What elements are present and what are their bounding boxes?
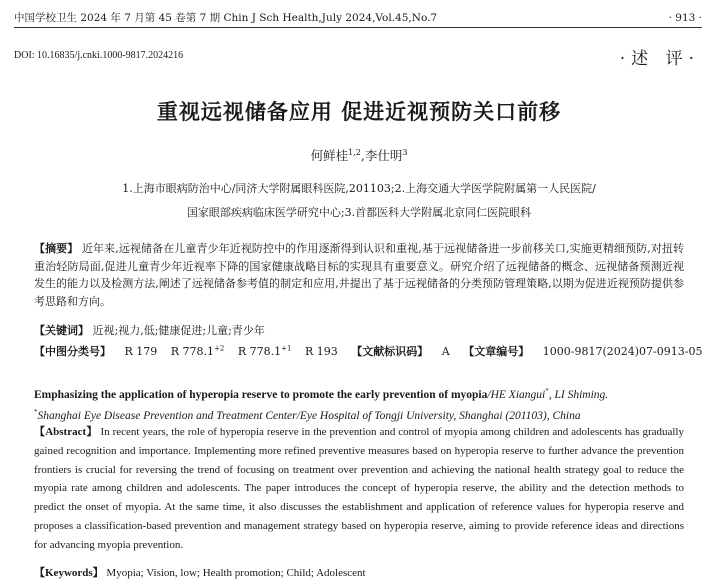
affiliation-line-1: 1.上海市眼病防治中心/同济大学附属眼科医院,201103;2.上海交通大学医学院附属第一人民医院/ bbox=[122, 182, 596, 195]
page-number: · 913 · bbox=[668, 12, 702, 24]
article-title: 重视远视储备应用 促进近视预防关口前移 bbox=[156, 100, 562, 124]
english-affil-marker: * bbox=[34, 407, 38, 416]
keywords-cn-label: 【关键词】 bbox=[34, 324, 89, 337]
journal-info: 中国学校卫生 2024 年 7 月第 45 卷第 7 期 Chin J Sch Health,July 2024,Vol.45,No.7 bbox=[14, 12, 438, 24]
classification-line bbox=[34, 343, 714, 359]
abstract-en bbox=[34, 423, 684, 555]
article-number: 1000-9817(2024)07-0913-05 bbox=[542, 345, 703, 358]
english-affiliation: Shanghai Eye Disease Prevention and Treatment Center/Eye Hospital of Tongji University, Shanghai (201103), China bbox=[37, 409, 581, 422]
doc-code-label: 【文献标识码】 bbox=[351, 345, 429, 358]
author-affil-marker: 1,2 bbox=[348, 147, 361, 157]
clc-code: R 778.1 bbox=[170, 345, 215, 358]
clc-code: R 179 bbox=[124, 345, 158, 358]
running-header bbox=[14, 9, 702, 28]
keywords-cn bbox=[34, 322, 265, 338]
english-author: , LI Shiming. bbox=[548, 388, 609, 401]
english-author-marker: * bbox=[545, 387, 549, 395]
abstract-en-text: In recent years, the role of hyperopia reserve in the prevention and control of myopia among children and adolescents has gradually gained recognition and importance. Implementing more refined preventive measures based on hyperopia reserve to further advance the prevention frontiers is crucial for reversing the trend of focusing on treatment over prevention and achieving the national health strategy goal to reduce the myopia rate among children and adolescents. The paper introduces the concept of hyperopia reserve, the ability and the detection methods to predict the onset of myopia. At the same time, it also discusses the establishment and application of reference values for hyperopia reserve and proposes a classification-based prevention and management strategy based on hyperopia reserve, aiming to provide reference ideas and directions for advancing myopia prevention. bbox=[34, 426, 684, 551]
affiliation-line-2: 国家眼部疾病临床医学研究中心;3.首都医科大学附属北京同仁医院眼科 bbox=[186, 206, 532, 219]
clc-code-sup: +2 bbox=[214, 344, 225, 353]
article-number-label: 【文章编号】 bbox=[463, 345, 530, 358]
doc-code: A bbox=[441, 345, 450, 358]
abstract-cn-text: 近年来,远视储备在儿童青少年近视防控中的作用逐渐得到认识和重视,基于远视储备进一步前移关口,实施更精细预防,对扭转重治轻防局面,促进儿童青少年近视率下降的国家健康战略目标的实现具有重要意义。研究介绍了远视储备的概念、远视储备预测近视发生的能力以及检测方法,阐述了远视储备参考值的制定和应用,并提出了基于远视储备的分类预防管理策略,以期为促进近视预防提供参考思路和方向。 bbox=[34, 242, 685, 308]
english-title-block bbox=[34, 383, 694, 425]
keywords-en-text: Myopia; Vision, low; Health promotion; Child; Adolescent bbox=[106, 567, 366, 579]
keywords-en bbox=[34, 564, 366, 580]
author-separator: , bbox=[360, 148, 365, 163]
english-title: Emphasizing the application of hyperopia reserve to promote the early prevention of myopia bbox=[34, 388, 488, 401]
author-list bbox=[0, 146, 718, 164]
abstract-cn bbox=[34, 240, 684, 310]
abstract-cn-label: 【摘要】 bbox=[34, 242, 79, 255]
clc-label: 【中图分类号】 bbox=[34, 345, 111, 358]
clc-code: R 778.1 bbox=[237, 345, 282, 358]
author-name: 何鲜桂 bbox=[310, 148, 349, 163]
doi[interactable]: DOI: 10.16835/j.cnki.1000-9817.2024216 bbox=[14, 50, 184, 61]
clc-code: R 193 bbox=[305, 345, 338, 358]
keywords-cn-text: 近视;视力,低;健康促进;儿童;青少年 bbox=[92, 324, 265, 337]
author-affil-marker: 3 bbox=[402, 147, 408, 157]
column-tag: ·述 评· bbox=[619, 49, 700, 69]
author-name: 李仕明 bbox=[364, 148, 403, 163]
abstract-en-label: 【Abstract】 bbox=[34, 426, 98, 438]
clc-code-sup: +1 bbox=[281, 344, 292, 353]
keywords-en-label: 【Keywords】 bbox=[34, 567, 104, 579]
english-author: /HE Xiangui bbox=[487, 388, 546, 401]
